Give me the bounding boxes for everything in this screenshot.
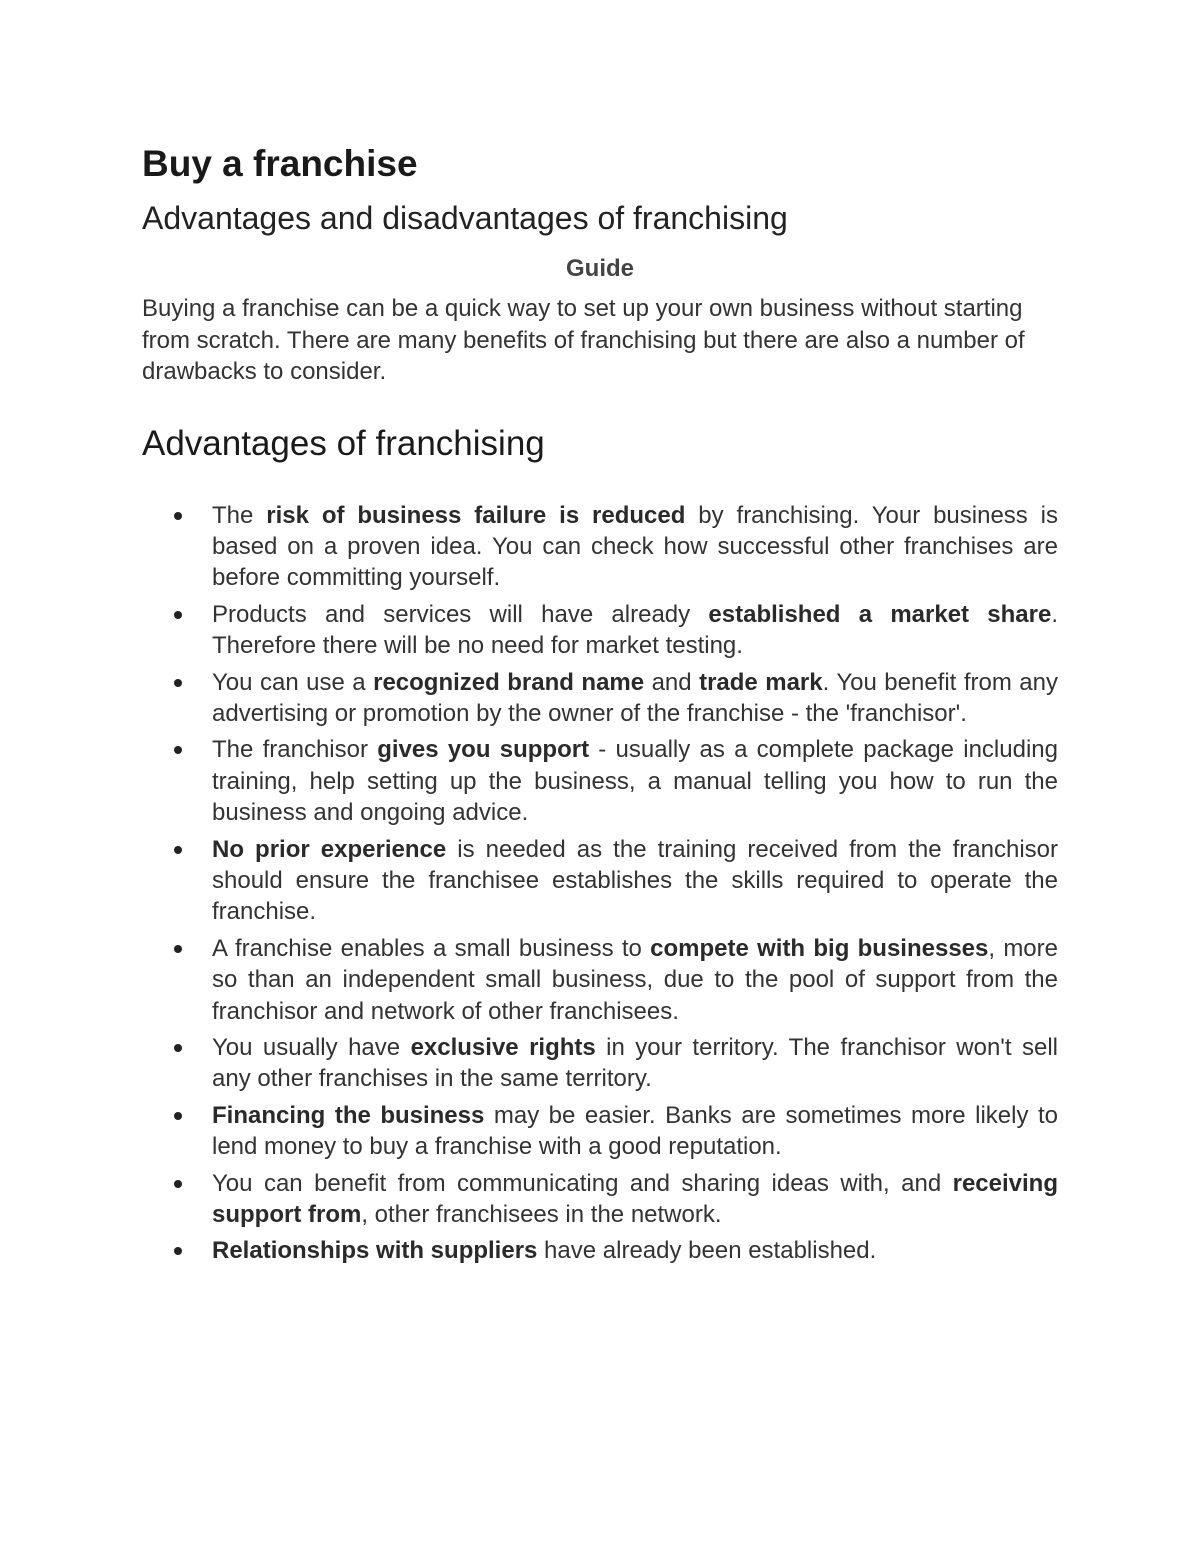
- list-item: You usually have exclusive rights in your territory. The franchisor won't sell any other franchises in the same territory.: [142, 1032, 1058, 1095]
- list-item: Relationships with suppliers have already been established.: [142, 1235, 1058, 1266]
- advantages-heading: Advantages of franchising: [142, 423, 545, 463]
- bullet-icon: [174, 846, 182, 854]
- bullet-icon: [174, 945, 182, 953]
- list-item: The franchisor gives you support - usually as a complete package including training, help setting up the business, a manual telling you how to run the business and ongoing advice.: [142, 734, 1058, 828]
- page-subtitle: Advantages and disadvantages of franchising: [142, 200, 788, 236]
- bullet-icon: [174, 1180, 182, 1188]
- list-item: Financing the business may be easier. Banks are sometimes more likely to lend money to buy a franchise with a good reputation.: [142, 1100, 1058, 1163]
- bullet-icon: [174, 679, 182, 687]
- page-title: Buy a franchise: [142, 143, 418, 184]
- bullet-icon: [174, 512, 182, 520]
- advantages-list: [142, 500, 1058, 1267]
- bullet-icon: [174, 611, 182, 619]
- bullet-icon: [174, 1044, 182, 1052]
- intro-paragraph: Buying a franchise can be a quick way to set up your own business without starting from scratch. There are many benefits of franchising but there are also a number of drawbacks to consider.: [142, 295, 1025, 385]
- guide-label: Guide: [565, 255, 634, 282]
- bullet-icon: [174, 1247, 182, 1255]
- bullet-icon: [174, 746, 182, 754]
- list-item: The risk of business failure is reduced by franchising. Your business is based on a proven idea. You can check how successful other franchises are before committing yourself.: [142, 500, 1058, 594]
- list-item: No prior experience is needed as the training received from the franchisor should ensure the franchisee establishes the skills required to operate the franchise.: [142, 834, 1058, 928]
- list-item: Products and services will have already established a market share. Therefore there will be no need for market testing.: [142, 599, 1058, 662]
- document-content: [142, 141, 1058, 1267]
- bullet-icon: [174, 1112, 182, 1120]
- list-item: You can use a recognized brand name and trade mark. You benefit from any advertising or promotion by the owner of the franchise - the 'franchisor'.: [142, 667, 1058, 730]
- list-item: You can benefit from communicating and sharing ideas with, and receiving support from, other franchisees in the network.: [142, 1168, 1058, 1231]
- list-item: A franchise enables a small business to compete with big businesses, more so than an independent small business, due to the pool of support from the franchisor and network of other franchisees.: [142, 933, 1058, 1027]
